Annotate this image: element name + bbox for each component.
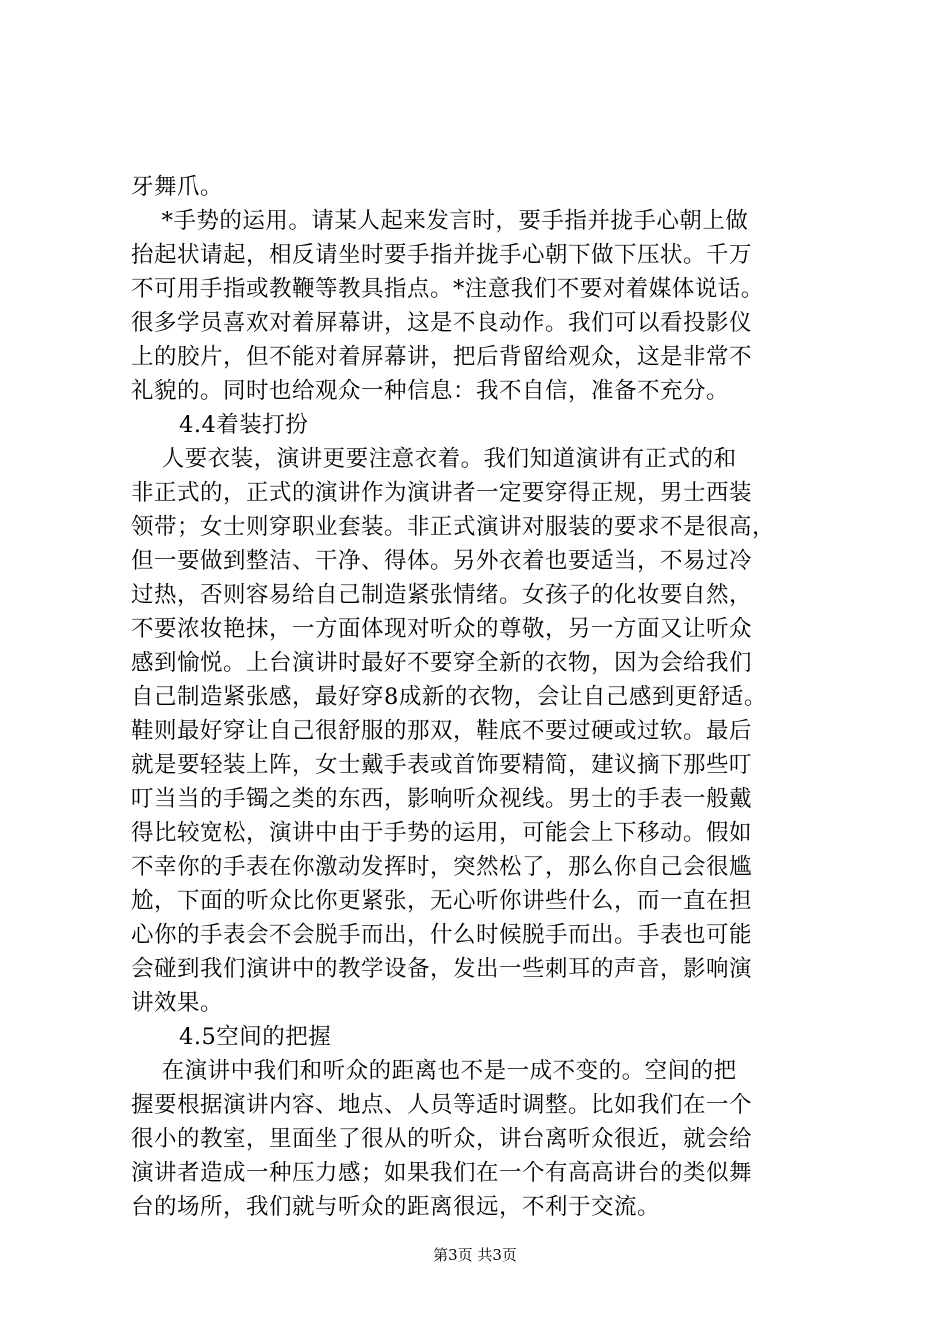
text-line: 得比较宽松，演讲中由于手势的运用，可能会上下移动。假如 — [131, 820, 753, 846]
section-heading-4-5: 4.5空间的把握 — [179, 1024, 332, 1050]
text-line: 礼貌的。同时也给观众一种信息：我不自信，准备不充分。 — [131, 378, 730, 404]
text-line: 不可用手指或教鞭等教具指点。*注意我们不要对着媒体说话。 — [131, 276, 764, 302]
text-line: 非正式的，正式的演讲作为演讲者一定要穿得正规，男士西装 — [131, 480, 753, 506]
text-line: 过热，否则容易给自己制造紧张情绪。女孩子的化妆要自然， — [131, 582, 753, 608]
section-heading-4-4: 4.4着装打扮 — [179, 412, 309, 438]
text-line: 感到愉悦。上台演讲时最好不要穿全新的衣物，因为会给我们 — [131, 650, 753, 676]
text-line: 上的胶片，但不能对着屏幕讲，把后背留给观众，这是非常不 — [131, 344, 753, 370]
text-line: 不要浓妆艳抹，一方面体现对听众的尊敬，另一方面又让听众 — [131, 616, 753, 642]
text-line: 但一要做到整洁、干净、得体。另外衣着也要适当，不易过冷 — [131, 548, 753, 574]
text-line: 牙舞爪。 — [131, 174, 224, 200]
text-line: 抬起状请起，相反请坐时要手指并拢手心朝下做下压状。千万 — [131, 242, 753, 268]
text-line: 人要衣装，演讲更要注意衣着。我们知道演讲有正式的和 — [131, 446, 737, 472]
body-text — [131, 170, 831, 1224]
text-line: 很多学员喜欢对着屏幕讲，这是不良动作。我们可以看投影仪 — [131, 310, 753, 336]
text-line: 不幸你的手表在你激动发挥时，突然松了，那么你自己会很尴 — [131, 854, 753, 880]
text-line: 握要根据演讲内容、地点、人员等适时调整。比如我们在一个 — [131, 1092, 753, 1118]
text-line: 会碰到我们演讲中的教学设备，发出一些刺耳的声音，影响演 — [131, 956, 753, 982]
text-line: 很小的教室，里面坐了很从的听众，讲台离听众很近，就会给 — [131, 1126, 753, 1152]
text-line: 领带；女士则穿职业套装。非正式演讲对服装的要求不是很高， — [131, 514, 776, 540]
text-line: 尬，下面的听众比你更紧张，无心听你讲些什么，而一直在担 — [131, 888, 753, 914]
text-line: 演讲者造成一种压力感；如果我们在一个有高高讲台的类似舞 — [131, 1160, 753, 1186]
text-line: 台的场所，我们就与听众的距离很远，不利于交流。 — [131, 1194, 661, 1220]
text-line: 在演讲中我们和听众的距离也不是一成不变的。空间的把 — [131, 1058, 737, 1084]
page-footer — [0, 1245, 950, 1265]
text-line: 就是要轻装上阵，女士戴手表或首饰要精简，建议摘下那些叮 — [131, 752, 753, 778]
text-line: 鞋则最好穿让自己很舒服的那双，鞋底不要过硬或过软。最后 — [131, 718, 753, 744]
text-line: 讲效果。 — [131, 990, 224, 1016]
text-line: 叮当当的手镯之类的东西，影响听众视线。男士的手表一般戴 — [131, 786, 753, 812]
text-line: 心你的手表会不会脱手而出，什么时候脱手而出。手表也可能 — [131, 922, 753, 948]
page-number-label: 第3页 共3页 — [433, 1246, 517, 1264]
text-line: 自己制造紧张感，最好穿8成新的衣物，会让自己感到更舒适。 — [131, 684, 767, 710]
text-line: *手势的运用。请某人起来发言时，要手指并拢手心朝上做 — [131, 208, 749, 234]
